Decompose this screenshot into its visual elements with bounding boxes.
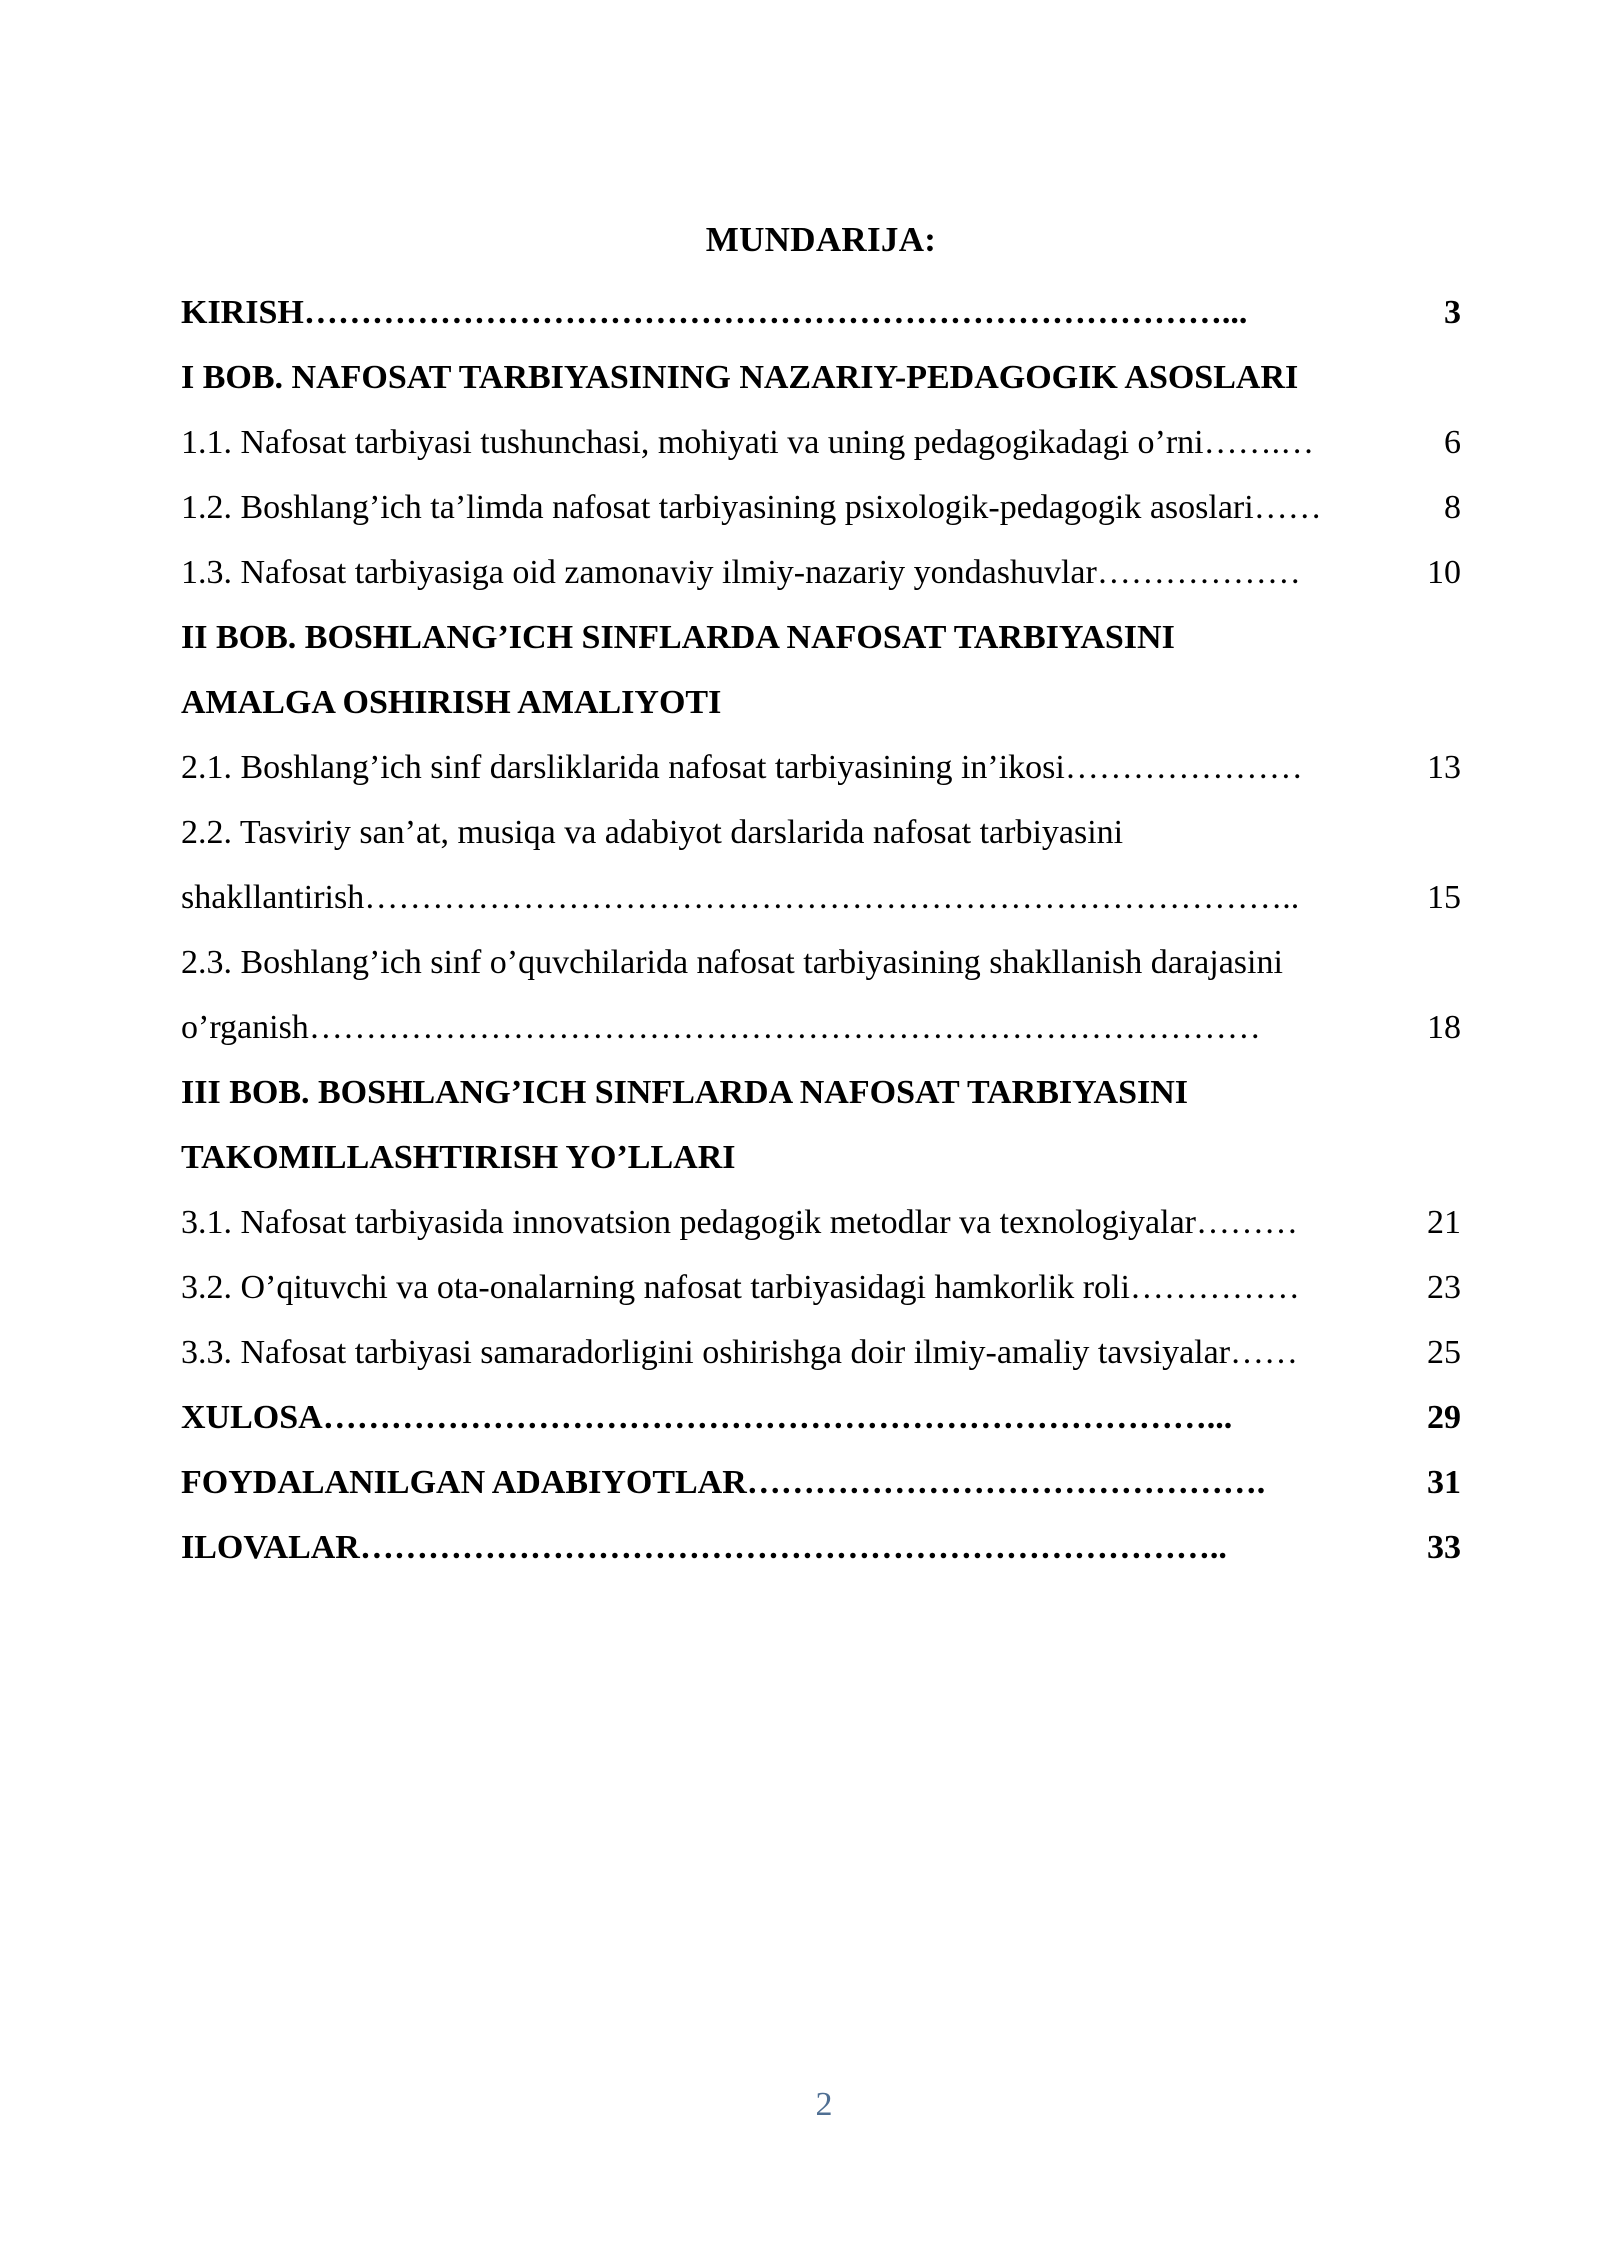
toc-entry	[181, 1515, 1461, 1580]
toc-entry-page: 6	[1444, 424, 1461, 461]
toc-entry-leader: …….…	[1203, 424, 1315, 461]
toc-entry-page: 3	[1444, 294, 1461, 331]
toc-entry-label: 3.1. Nafosat tarbiyasida innovatsion pedagogik metodlar va texnologiyalar	[181, 1204, 1197, 1241]
toc-title: MUNDARIJA:	[705, 220, 937, 259]
toc-entry	[181, 345, 1461, 410]
toc-entry-label: 1.2. Boshlang’ich ta’limda nafosat tarbiyasining psixologik-pedagogik asoslari	[181, 489, 1254, 526]
toc-entry-page: 31	[1427, 1464, 1461, 1501]
toc-entry	[181, 1385, 1461, 1450]
toc-entry	[181, 1190, 1461, 1255]
toc-entry-label: AMALGA OSHIRISH AMALIYOTI	[181, 684, 722, 721]
toc-entry-leader: ……………………………………….	[746, 1464, 1266, 1501]
toc-entry-leader: ……………	[1129, 1269, 1300, 1306]
toc-entry-label: ILOVALAR	[181, 1529, 360, 1566]
toc-entry	[181, 475, 1461, 540]
toc-entry-page: 13	[1427, 749, 1461, 786]
toc-entry-leader: ……	[1230, 1334, 1299, 1371]
table-of-contents	[181, 215, 1461, 1580]
toc-entry-label: o’rganish	[181, 1009, 309, 1046]
toc-entry	[181, 1060, 1461, 1125]
toc-entry-page: 15	[1427, 879, 1461, 916]
toc-entry	[181, 995, 1461, 1060]
toc-entry-leader: …………………………………………………………………..	[359, 1529, 1227, 1566]
toc-entry	[181, 1320, 1461, 1385]
toc-entry-page: 29	[1427, 1399, 1461, 1436]
toc-entry-page: 33	[1427, 1529, 1461, 1566]
toc-entry	[181, 280, 1461, 345]
toc-entry	[181, 1450, 1461, 1515]
toc-entry-page: 25	[1427, 1334, 1461, 1371]
toc-entry-label: 1.3. Nafosat tarbiyasiga oid zamonaviy ilmiy-nazariy yondashuvlar	[181, 554, 1097, 591]
toc-entry	[181, 670, 1461, 735]
toc-entry	[181, 540, 1461, 605]
toc-entry-label: shakllantirish	[181, 879, 365, 916]
toc-entry	[181, 1255, 1461, 1320]
toc-entry-leader: …………………………………………………………………………	[308, 1009, 1261, 1046]
toc-entry-label: XULOSA	[181, 1399, 323, 1436]
toc-entry	[181, 410, 1461, 475]
page-number: 2	[815, 2086, 833, 2123]
toc-entry-label: II BOB. BOSHLANG’ICH SINFLARDA NAFOSAT TARBIYASINI	[181, 619, 1175, 656]
toc-entry-label: 1.1. Nafosat tarbiyasi tushunchasi, mohiyati va uning pedagogikadagi o’rni	[181, 424, 1204, 461]
toc-entry-label: TAKOMILLASHTIRISH YO’LLARI	[181, 1139, 736, 1176]
toc-entry-page: 21	[1427, 1204, 1461, 1241]
toc-entry-label: 2.2. Tasviriy san’at, musiqa va adabiyot darslarida nafosat tarbiyasini	[181, 814, 1124, 851]
toc-entry-leader: ………………………………………………………………………...	[303, 294, 1248, 331]
toc-entry-label: I BOB. NAFOSAT TARBIYASINING NAZARIY-PEDAGOGIK ASOSLARI	[181, 359, 1299, 396]
toc-entry	[181, 800, 1461, 865]
toc-entry-leader: ………………	[1096, 554, 1301, 591]
toc-entry	[181, 735, 1461, 800]
toc-entry-leader: ……	[1253, 489, 1322, 526]
toc-entry	[181, 865, 1461, 930]
toc-entry-leader: ………	[1196, 1204, 1299, 1241]
toc-entry-page: 10	[1427, 554, 1461, 591]
toc-entry-label: FOYDALANILGAN ADABIYOTLAR	[181, 1464, 747, 1501]
toc-entry-label: 3.3. Nafosat tarbiyasi samaradorligini oshirishga doir ilmiy-amaliy tavsiyalar	[181, 1334, 1231, 1371]
toc-entry-label: KIRISH	[181, 294, 304, 331]
toc-entry	[181, 930, 1461, 995]
toc-entry-page: 18	[1427, 1009, 1461, 1046]
toc-entry-leader: ……………………………………………………………………...	[322, 1399, 1233, 1436]
toc-entry-leader: …………………	[1064, 749, 1303, 786]
toc-entry-leader: ………………………………………………………………………..	[364, 879, 1300, 916]
toc-entry	[181, 1125, 1461, 1190]
toc-entry-page: 8	[1444, 489, 1461, 526]
toc-entry	[181, 605, 1461, 670]
toc-entry-page: 23	[1427, 1269, 1461, 1306]
toc-entry-label: 2.1. Boshlang’ich sinf darsliklarida nafosat tarbiyasining in’ikosi	[181, 749, 1065, 786]
toc-entry-label: 3.2. O’qituvchi va ota-onalarning nafosat tarbiyasidagi hamkorlik roli	[181, 1269, 1130, 1306]
toc-entry-label: III BOB. BOSHLANG’ICH SINFLARDA NAFOSAT TARBIYASINI	[181, 1074, 1189, 1111]
toc-entry-label: 2.3. Boshlang’ich sinf o’quvchilarida nafosat tarbiyasining shakllanish darajasini	[181, 944, 1283, 981]
toc-entries	[181, 280, 1461, 1580]
